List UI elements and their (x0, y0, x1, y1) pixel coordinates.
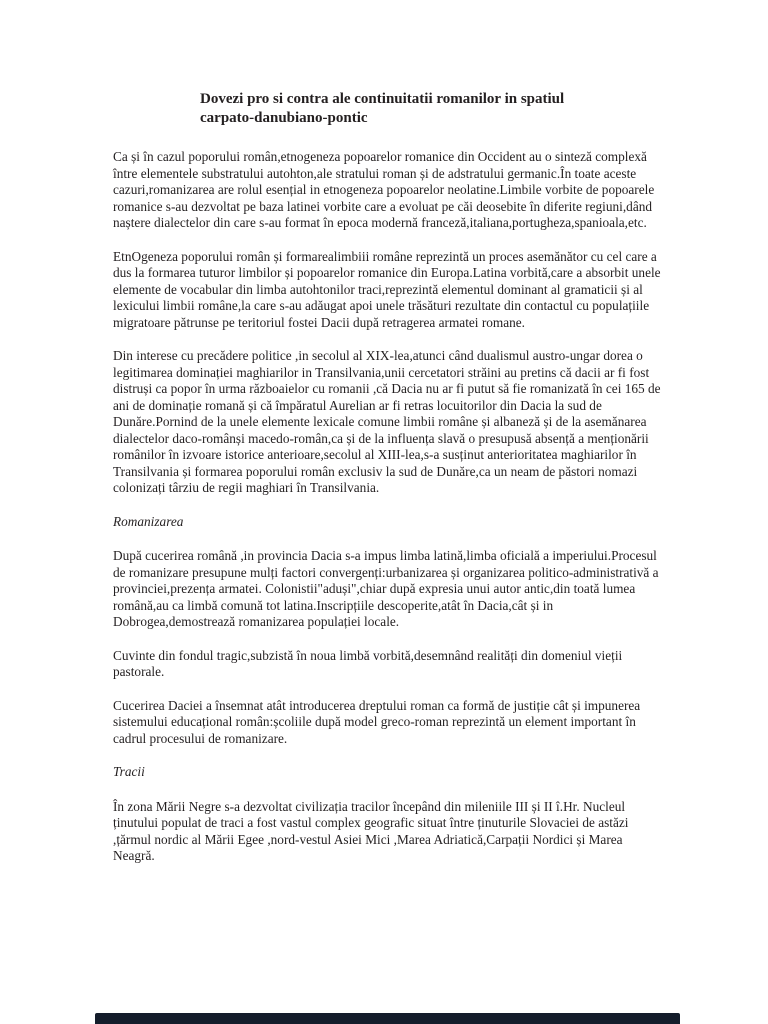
document-title-line1: Dovezi pro si contra ale continuitatii romanilor in spatiul (200, 91, 565, 107)
paragraph-etnogeneza-occident: Ca și în cazul poporului român,etnogeneza popoarelor romanice din Occident au o sinteză complexă între elementele substratului autohton,ale stratului roman și de adstratului germanic.În toate aceste cazuri,romanizarea are rolul esențial in etnogeneza popoarelor neolatine.Limbile vorbite de popoarele romanice s-au dezvoltat pe baza latinei vorbite care a evoluat pe căi deosebite în diferite regiuni,dând naștere dialectelor din care s-au format în epoca modernă franceză,italiana,portugheza,spanioala,etc. (113, 149, 655, 230)
paragraph-etnogeneza-roman: EtnOgeneza poporului român și formarealimbiii române reprezintă un proces asemănător cu cel care a dus la formarea tuturor limbilor și popoarelor romanice din Europa.Latina vorbită,care a absorbit unele elemente de vocabular din limba autohtonilor traci,reprezintă elementul dominant al gramaticii și al lexicului limbii române,la care s-au adăugat apoi unele trăsături rezultate din contactul cu populațiile migratoare pătrunse pe teritoriul fostei Dacii după retragerea armatei romane. (113, 248, 661, 330)
section-heading-romanizarea: Romanizarea (113, 513, 184, 529)
document-content (113, 90, 662, 882)
paragraph-cuvinte-fond: Cuvinte din fondul tragic,subzistă în noua limbă vorbită,desemnând realități din domeniul vieții pastorale. (113, 647, 623, 679)
paragraph-cucerirea-romana: După cucerirea română ,in provincia Dacia s-a impus limba latină,limba oficială a imperiului.Procesul de romanizare presupune mulți factori convergenți:urbanizarea și organizarea politico-administrativă a provinciei,prezența armatei. Colonistii"aduși",chiar după expresia unui autor antic,din toată lumea română,au ca limbă comună tot latina.Inscripțiile descoperite,atât în Dacia,cât și in Dobrogea,demostrează romanizarea populației locale. (113, 548, 659, 629)
paragraph-interese-politice: Din interese cu precădere politice ,in secolul al XIX-lea,atunci când dualismul austro-ungar dorea o legitimarea dominației maghiarilor in Transilvania,unii cercetatori străini au pretins că dacii ar fi fost distruși ca popor în urma războaielor cu romanii ,că Dacia nu ar fi putut să fie romanizată în cei 165 de ani de dominație romană și că împăratul Aurelian ar fi retras locuitorilor din Dacia la sud de Dunăre.Pornind de la unele elemente lexicale comune limbii române și albaneză și de la asemănarea dialectelor daco-românși macedo-român,ca și de la influența slavă o presupusă absență a menționării românilor în izvoare istorice anterioare,secolul al XIII-lea,s-a susținut anterioritatea maghiarilor în Transilvania și formarea poporului român exclusiv la sud de Dunăre,ca un neam de păstori nomazi colonizați târziu de regii maghiari în Transilvania. (113, 348, 661, 495)
section-heading-tracii: Tracii (113, 764, 145, 779)
document-title-line2: carpato-danubiano-pontic (200, 110, 368, 126)
paragraph-cucerirea-daciei: Cucerirea Daciei a însemnat atât introducerea dreptului roman ca formă de justiție cât și impunerea sistemului educațional român:școliile după model greco-roman reprezintă un element important în cadrul procesului de romanizare. (113, 697, 641, 746)
next-page-edge (95, 1013, 680, 1024)
paragraph-zona-marii-negre: În zona Mării Negre s-a dezvoltat civilizația tracilor începând din mileniile III și II î.Hr. Nucleul ținutului populat de traci a fost vastul complex geografic situat între ținuturile Slovaciei de astăzi ,țărmul nordic al Mării Egee ,nord-vestul Asiei Mici ,Marea Adriatică,Carpații Nordici și Marea Neagră. (113, 798, 629, 863)
document-title (200, 90, 662, 128)
